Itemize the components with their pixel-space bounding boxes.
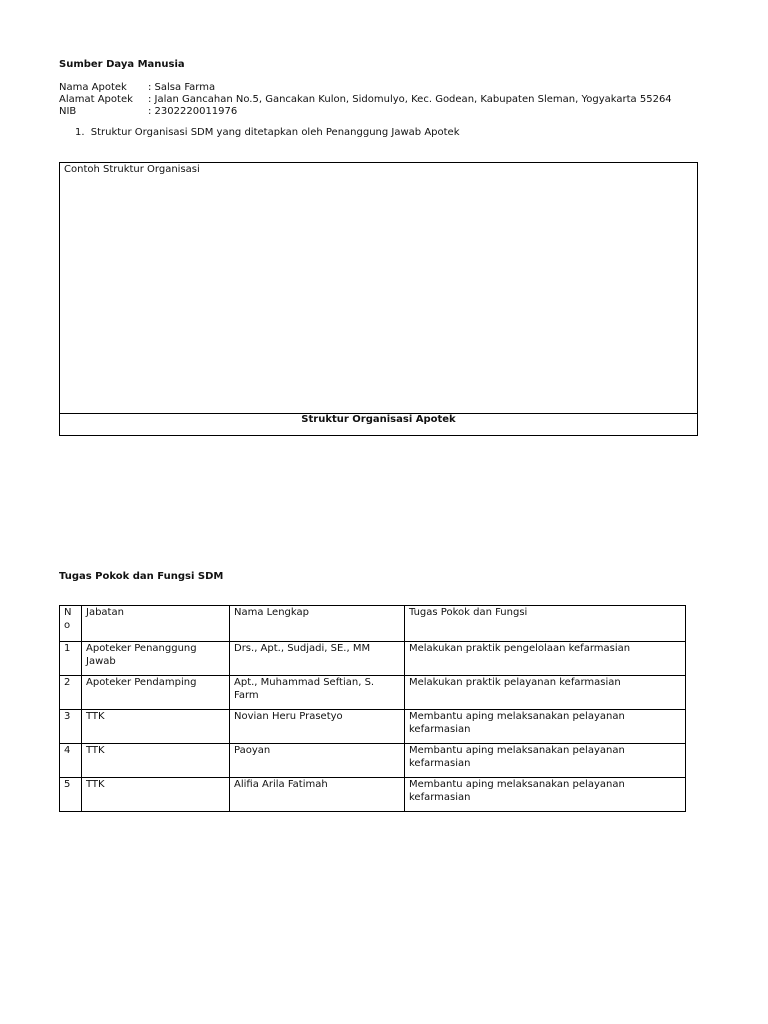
- cell-nama: Apt., Muhammad Seftian, S. Farm: [230, 676, 405, 710]
- cell-no: 3: [60, 710, 82, 744]
- cell-tugas: Melakukan praktik pelayanan kefarmasian: [405, 676, 686, 710]
- table-row: [60, 778, 686, 812]
- cell-no: 5: [60, 778, 82, 812]
- info-row-nama: [59, 82, 215, 94]
- cell-jabatan: Apoteker Pendamping: [82, 676, 230, 710]
- info-label: Nama Apotek: [59, 82, 127, 93]
- info-value: : 2302220011976: [148, 106, 238, 117]
- org-structure-hint: Contoh Struktur Organisasi: [64, 164, 200, 175]
- cell-nama: Paoyan: [230, 744, 405, 778]
- cell-no: 2: [60, 676, 82, 710]
- cell-tugas: Membantu aping melaksanakan pelayanan kefarmasian: [405, 744, 686, 778]
- info-row-nib: [59, 106, 237, 118]
- table-row: [60, 744, 686, 778]
- cell-jabatan: TTK: [82, 778, 230, 812]
- cell-tugas: Melakukan praktik pengelolaan kefarmasian: [405, 642, 686, 676]
- cell-nama: Alifia Arila Fatimah: [230, 778, 405, 812]
- cell-jabatan: TTK: [82, 710, 230, 744]
- list-item-text: Struktur Organisasi SDM yang ditetapkan oleh Penanggung Jawab Apotek: [90, 127, 460, 138]
- list-item: [75, 127, 460, 138]
- header-nama-lengkap: Nama Lengkap: [230, 606, 405, 642]
- cell-jabatan: Apoteker Penanggung Jawab: [82, 642, 230, 676]
- section-title-tupoksi: Tugas Pokok dan Fungsi SDM: [59, 571, 224, 582]
- list-item-number: 1.: [75, 127, 85, 138]
- info-value: : Jalan Gancahan No.5, Gancakan Kulon, Sidomulyo, Kec. Godean, Kabupaten Sleman, Yogyakarta 55264: [148, 94, 672, 105]
- table-row: [60, 676, 686, 710]
- tupoksi-table: [59, 605, 686, 812]
- org-structure-box: [59, 162, 698, 436]
- info-label: NIB: [59, 106, 77, 117]
- header-tugas-pokok: Tugas Pokok dan Fungsi: [405, 606, 686, 642]
- header-jabatan: Jabatan: [82, 606, 230, 642]
- info-value: : Salsa Farma: [148, 82, 216, 93]
- cell-nama: Drs., Apt., Sudjadi, SE., MM: [230, 642, 405, 676]
- table-row: [60, 642, 686, 676]
- table-header-row: [60, 606, 686, 642]
- cell-jabatan: TTK: [82, 744, 230, 778]
- org-structure-caption-row: [60, 413, 697, 435]
- cell-tugas: Membantu aping melaksanakan pelayanan kefarmasian: [405, 778, 686, 812]
- cell-tugas: Membantu aping melaksanakan pelayanan kefarmasian: [405, 710, 686, 744]
- cell-no: 4: [60, 744, 82, 778]
- header-no: N o: [60, 606, 82, 642]
- section-title-sdm: Sumber Daya Manusia: [59, 59, 185, 70]
- org-structure-caption: Struktur Organisasi Apotek: [301, 414, 456, 425]
- table-row: [60, 710, 686, 744]
- info-label: Alamat Apotek: [59, 94, 133, 105]
- cell-no: 1: [60, 642, 82, 676]
- cell-nama: Novian Heru Prasetyo: [230, 710, 405, 744]
- info-row-alamat: [59, 94, 672, 106]
